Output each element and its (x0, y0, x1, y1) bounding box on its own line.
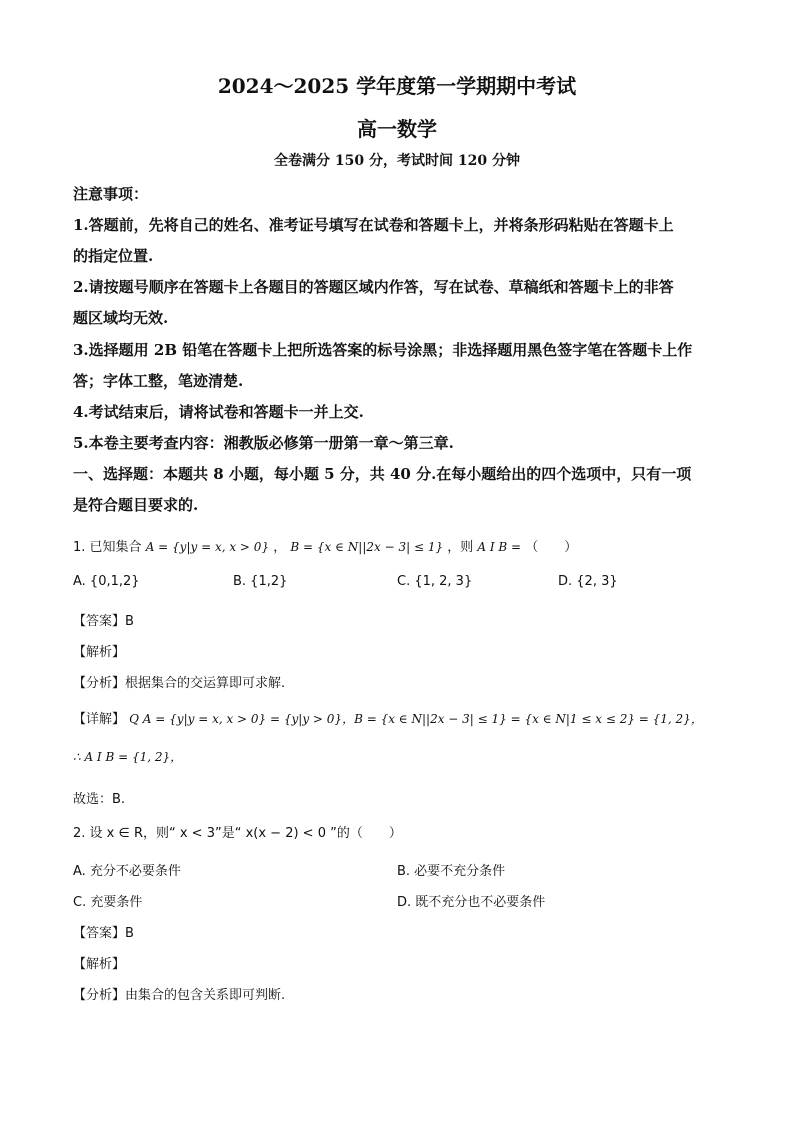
subject-title: 高一数学 (357, 117, 437, 141)
q1-set-b: B = {x ∈ N||2x − 3| ≤ 1} (290, 540, 444, 554)
notice-line: 的指定位置. (73, 247, 154, 265)
notice-heading: 注意事项： (73, 185, 149, 203)
question-2-stem: 2. 设 x ∈ R，则“ x < 3”是“ x(x − 2) < 0 ”的（ ） (73, 826, 402, 841)
q1-set-a: A = {y|y = x, x > 0} (145, 540, 270, 554)
q2-option-a: A. 充分不必要条件 (73, 864, 181, 879)
q1-option-d: D. {2, 3} (558, 574, 618, 589)
notice-line: 2.请按题号顺序在答题卡上各题目的答题区域内作答，写在试卷、草稿纸和答题卡上的非答 (73, 278, 674, 296)
notice-line: 4.考试结束后，请将试卷和答题卡一并上交. (73, 403, 364, 421)
q1-choose: 故选：B. (73, 792, 126, 807)
q2-option-b: B. 必要不充分条件 (397, 864, 506, 879)
notice-line: 答；字体工整，笔迹清楚. (73, 372, 244, 390)
q2-answer: 【答案】B (73, 926, 134, 941)
q2-option-d: D. 既不充分也不必要条件 (397, 895, 546, 910)
q1-paren: （ ） (525, 540, 578, 555)
notice-line: 5.本卷主要考查内容：湘教版必修第一册第一章～第三章. (73, 434, 454, 452)
q1-option-c: C. {1, 2, 3} (397, 574, 473, 589)
notice-line: 1.答题前，先将自己的姓名、准考证号填写在试卷和答题卡上，并将条形码粘贴在答题卡上 (73, 216, 674, 234)
q2-analysis-label: 【解析】 (73, 957, 126, 972)
q1-comma: ， (273, 540, 287, 555)
q1-option-b: B. {1,2} (233, 574, 288, 589)
q1-analysis-label: 【解析】 (73, 645, 126, 660)
q1-detail-text: Q A = {y|y = x, x > 0} = {y|y > 0}，B = {x ∈ N||2x − 3| ≤ 1} = {x ∈ N|1 ≤ x ≤ 2} = {1, 2}， (129, 712, 703, 726)
q1-option-a: A. {0,1,2} (73, 574, 140, 589)
section-heading-cont: 是符合题目要求的. (73, 496, 199, 514)
q1-detail-label: 【详解】 (73, 712, 126, 727)
q1-ask: ，则 (447, 540, 474, 555)
q1-expression: A I B = (477, 540, 522, 554)
q2-fenxi: 【分析】由集合的包含关系即可判断. (73, 988, 286, 1003)
question-1-stem (73, 536, 577, 555)
q2-option-c: C. 充要条件 (73, 895, 143, 910)
notice-line: 题区域均无效. (73, 309, 169, 327)
section-heading: 一、选择题：本题共 8 小题，每小题 5 分，共 40 分.在每小题给出的四个选项中，只有一项 (73, 465, 692, 483)
q1-detail (73, 708, 703, 727)
exam-info: 全卷满分 150 分，考试时间 120 分钟 (274, 153, 520, 169)
q1-therefore-text: ∴ A I B = {1, 2}， (73, 750, 183, 764)
q1-fenxi: 【分析】根据集合的交运算即可求解. (73, 676, 286, 691)
q1-answer: 【答案】B (73, 614, 134, 629)
q1-prefix: 1. 已知集合 (73, 540, 142, 555)
q1-therefore (73, 748, 182, 765)
exam-title: 2024～2025 学年度第一学期期中考试 (217, 74, 577, 98)
notice-line: 3.选择题用 2B 铅笔在答题卡上把所选答案的标号涂黑；非选择题用黑色签字笔在答题卡上作 (73, 341, 693, 359)
